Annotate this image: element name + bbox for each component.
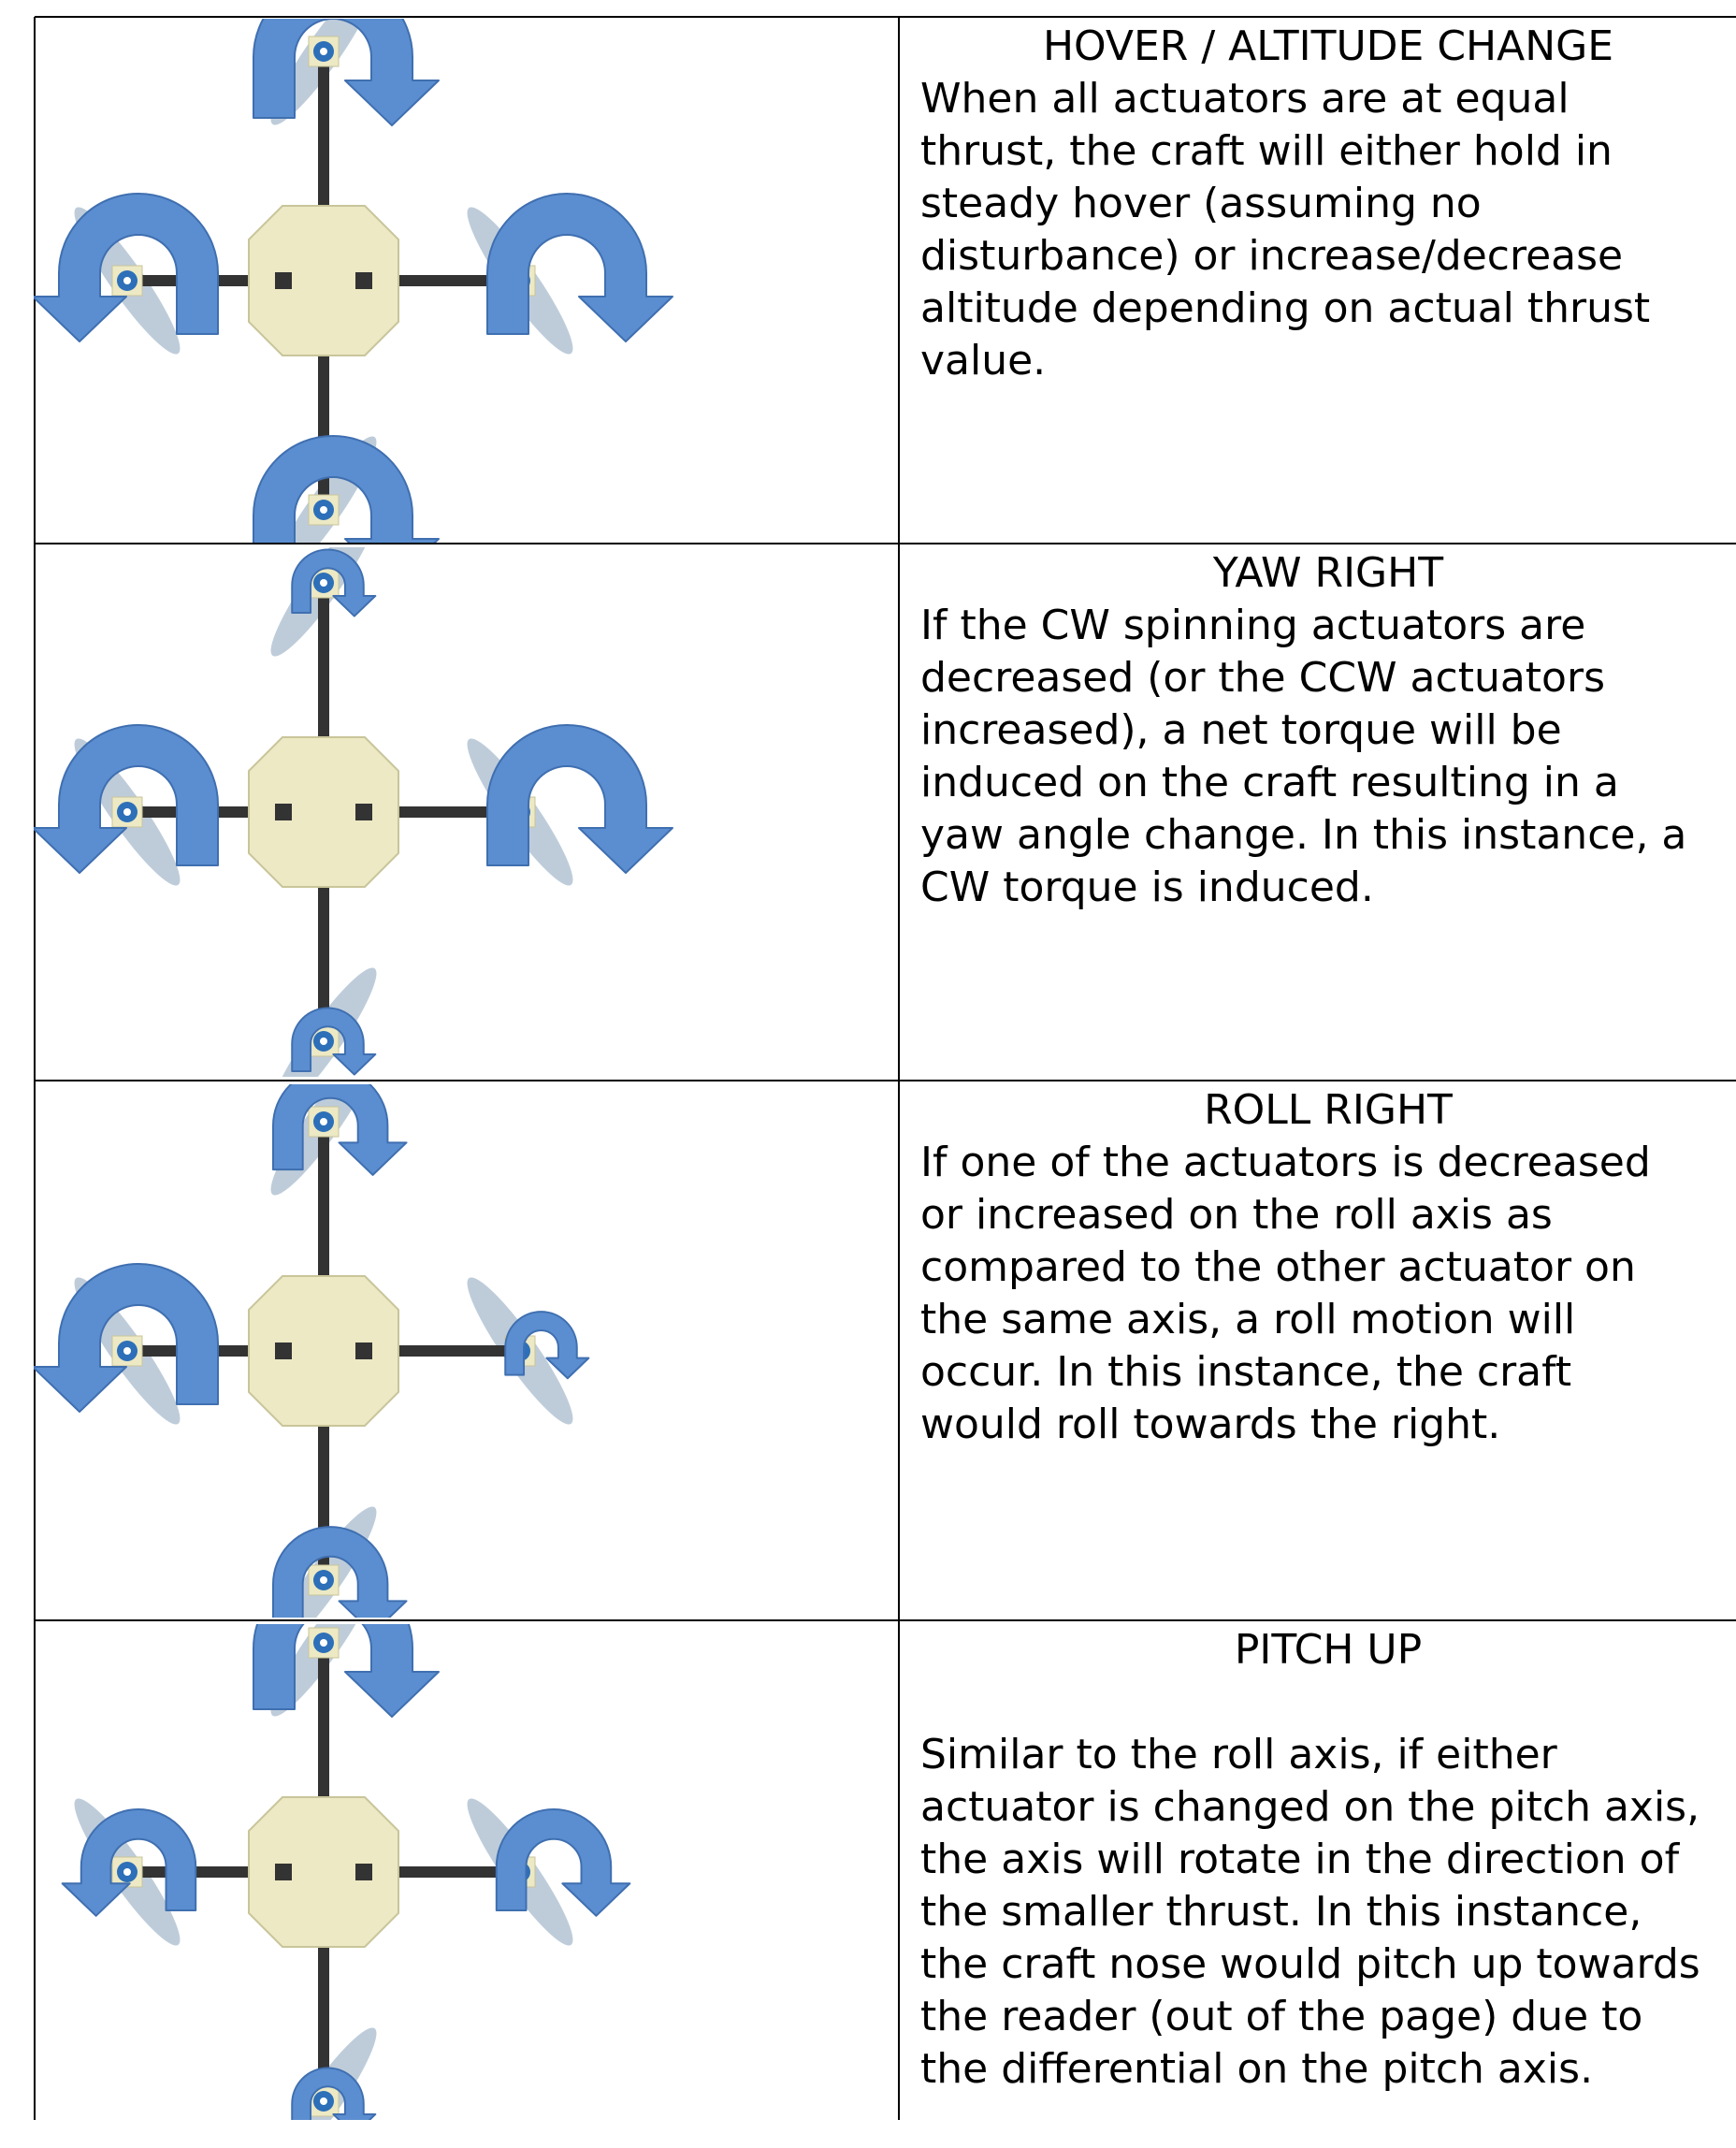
rotation-arrow-right <box>487 725 673 873</box>
frame-mount-left <box>275 272 292 289</box>
quadcopter <box>34 19 673 543</box>
motor-shaft-front <box>320 1639 327 1647</box>
quadcopter-diagram-hover <box>34 19 894 543</box>
motor-shaft-left <box>123 808 131 816</box>
frame-body <box>249 1276 398 1426</box>
frame-body <box>249 206 398 356</box>
quadcopter-diagram-roll-right <box>34 1084 894 1608</box>
frame-mount-right <box>355 1864 372 1880</box>
row-description: Similar to the roll axis, if either actuator is changed on the pitch axis, the axis will rotate in the direction of the smaller thrust. In this instance, the craft nose would pitch up towards the reader (out of the page) due to the differential on the pitch axis. <box>920 1731 1700 2093</box>
motor-shaft-left <box>123 277 131 284</box>
motor-shaft-rear <box>320 2097 327 2105</box>
motor-shaft-left <box>123 1347 131 1355</box>
row-title: HOVER / ALTITUDE CHANGE <box>1042 22 1614 70</box>
motor-shaft-left <box>123 1868 131 1876</box>
row-title: PITCH UP <box>1234 1626 1423 1674</box>
motor-shaft-rear <box>320 1576 327 1584</box>
frame-mount-right <box>355 804 372 820</box>
quadcopter <box>34 547 673 1077</box>
rotation-arrow-right <box>497 1809 630 1916</box>
row-description: When all actuators are at equal thrust, the craft will either hold in steady hover (assuming no disturbance) or increase/decrease altitude depending on actual thrust value. <box>920 75 1651 385</box>
motor-shaft-front <box>320 579 327 587</box>
frame-mount-left <box>275 1342 292 1359</box>
row-title: YAW RIGHT <box>1212 549 1444 597</box>
frame-body <box>249 1797 398 1947</box>
quadcopter-diagram-pitch-up <box>34 1624 894 2148</box>
frame-mount-right <box>355 1342 372 1359</box>
row-description: If one of the actuators is decreased or increased on the roll axis as compared to the other actuator on the same axis, a roll motion will occur. In this instance, the craft would roll towards the right. <box>920 1139 1651 1448</box>
quadcopter <box>34 1084 588 1618</box>
frame-mount-left <box>275 1864 292 1880</box>
motor-shaft-rear <box>320 1038 327 1045</box>
rotation-arrow-front <box>273 1084 407 1175</box>
row-title: ROLL RIGHT <box>1204 1086 1453 1134</box>
quadcopter-diagram-yaw-right <box>34 547 894 1071</box>
quadcopter <box>63 1624 630 2120</box>
motor-shaft-front <box>320 1118 327 1125</box>
frame-mount-right <box>355 272 372 289</box>
motor-shaft-front <box>320 48 327 55</box>
motor-shaft-rear <box>320 506 327 514</box>
frame-mount-left <box>275 804 292 820</box>
rotation-arrow-right <box>487 194 673 341</box>
row-description: If the CW spinning actuators are decreased (or the CCW actuators increased), a net torque will be induced on the craft resulting in a yaw angle change. In this instance, a CW torque is induced. <box>920 602 1687 911</box>
frame-body <box>249 737 398 887</box>
